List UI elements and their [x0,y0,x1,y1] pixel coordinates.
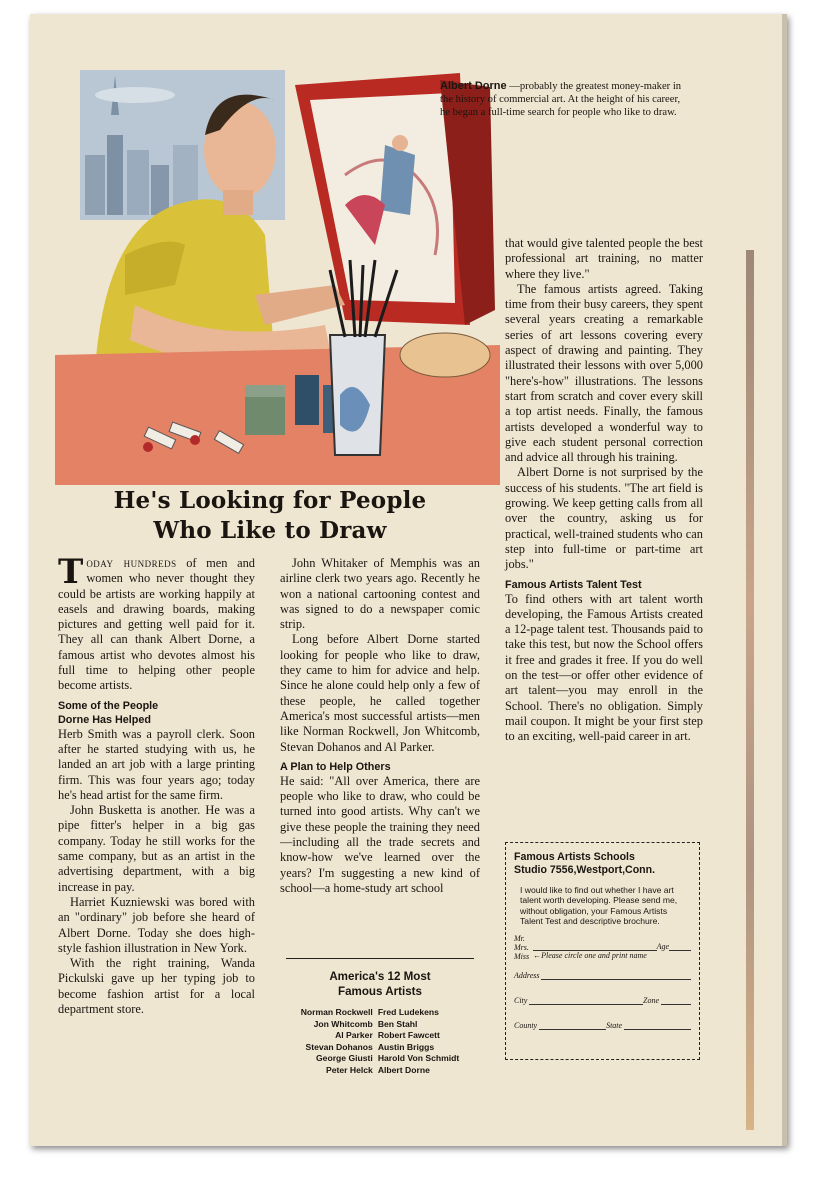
albert-dorne-illustration [45,55,500,485]
artist-name: Robert Fawcett [377,1030,440,1040]
paragraph-herb-smith: Herb Smith was a payroll clerk. Soon after he started studying with us, he landed an art job with a large printing firm. This was four years ago; today he's head artist for the same firm. [58,726,255,802]
artist-name: Harold Von Schmidt [377,1053,460,1063]
name-line-area[interactable] [533,934,691,961]
paragraph-wanda: With the right training, Wanda Pickulski gave up her typing job to become fashion artist for a local department store. [58,956,255,1017]
caption-name: Albert Dorne [440,80,507,92]
county-label: County [514,1021,538,1031]
illustration-caption [440,80,692,119]
zone-label: Zone [643,996,659,1006]
salutation-mr[interactable]: Mr. [514,934,525,944]
coupon-body: I would like to find out whether I have art talent worth developing. Please send me, without obligation, your Famous Artists Talent Test and descriptive brochure. [520,885,678,926]
address-field[interactable] [541,971,691,980]
address-row[interactable] [514,971,691,980]
artist-names [280,1007,480,1076]
address-label: Address [514,971,540,981]
mail-coupon[interactable] [505,842,700,1060]
county-field[interactable] [539,1021,606,1030]
caption-text: —probably the greatest money-maker in the history of commercial art. At the height of his career, he began a full-time search for people who like to draw. [440,81,682,118]
circle-note: ←Please circle one and print name [533,951,647,961]
paragraph-harriet: Harriet Kuzniewski was bored with an "ordinary" job before she heard of Albert Dorne. Today she does high-style fashion illustration in New York. [58,894,255,955]
coupon-header-2: Studio 7556,Westport,Conn. [514,864,656,876]
salutation-miss[interactable]: Miss [514,952,530,962]
artist-name: Austin Briggs [377,1041,435,1052]
artist-names-right [378,1007,460,1076]
paragraph-artists-agreed: The famous artists agreed. Taking time from their busy careers, they spent several years creating a remarkable series of art lessons covering every aspect of drawing and painting. They illustrated their lessons with over 5,000 "here's-how" illustrations. The lessons start from scratch and cover every skill a top artist needs. Finally, the famous artists developed a wonderful way to give each student personal correction and advice all through his training. [505,281,703,465]
zone-field[interactable] [661,996,691,1005]
intro-paragraph [58,552,255,694]
artist-name: Peter Helck [325,1064,373,1075]
article-column-3 [505,236,703,745]
paragraph-continued: that would give talented people the best professional art training, no matter where they live." [505,236,703,281]
city-label: City [514,996,528,1006]
famous-artists-box [280,958,480,1076]
artist-name: Jon Whitcomb [313,1018,373,1029]
paragraph-long-before: Long before Albert Dorne started looking for people who like to draw, they came to him for advice and help. Since he alone could help only a few of these people, he called together America's most successful artists—men like Norman Rockwell, Jon Whitcomb, Stevan Dohanos and Al Parker. [280,632,480,754]
artist-name: Norman Rockwell [300,1007,373,1017]
paragraph-talent-test: To find others with art talent worth developing, the Famous Artists created a 12-page talent test. Thousands paid to take this test, but now the School offers it free and grades it free. If you do well on the test—or offer other evidence of art talent—you may enroll in the School. There's no obligation. Simply mail coupon. It might be your first step to an exciting, well-paid career in art. [505,591,703,744]
artist-name: Albert Dorne [377,1064,430,1075]
artist-name: Stevan Dohanos [305,1041,373,1052]
city-row[interactable] [514,996,691,1005]
lead-in-small-caps: oday hundreds [86,556,177,570]
artist-name: Ben Stahl [377,1018,418,1029]
divider [286,958,474,959]
salutations [514,934,529,961]
page-edge-bleed [746,250,754,1130]
county-row[interactable] [514,1021,691,1030]
paragraph-john-whitaker: John Whitaker of Memphis was an airline clerk two years ago. Recently he won a national cartooning contest and was signed to do a newspaper comic strip. [280,556,480,632]
paragraph-not-surprised: Albert Dorne is not surprised by the success of his students. "The art field is growing. We keep getting calls from all over the country, asking us for practical, well-trained students who can step into full-time or part-time art jobs." [505,465,703,572]
state-field[interactable] [624,1021,691,1030]
subhead-line-2: Dorne Has Helped [58,713,151,726]
intro-text: of men and women who never thought they could be artists are working happily at easels and drawing boards, making pictures and getting well paid for it. They all can thank Albert Dorne, a famous artist who devotes almost his full time to helping other people become artists. [58,556,255,693]
article-column-2 [280,556,480,896]
artist-name: George Giusti [315,1053,373,1063]
paragraph-he-said: He said: "All over America, there are people who like to draw, who could be turned into good artists. Why can't we give these people the training they need—including all the trade secrets and know-how we've learned over the years? I'm suggesting a new kind of school—a home-study art school [280,773,480,895]
coupon-header-1: Famous Artists Schools [514,851,635,863]
paragraph-john-busketta: John Busketta is another. He was a pipe fitter's helper in a big gas company. Today he still works for the same company, but as an artist in the advertising department, with a big increase in pay. [58,803,255,894]
subhead-line-1: Some of the People [58,699,159,712]
headline [60,486,480,546]
headline-line-2: Who Like to Draw [153,517,387,544]
drop-cap: T [58,552,84,592]
subhead-plan: A Plan to Help Others [280,760,391,773]
age-field[interactable] [669,950,691,951]
city-field[interactable] [529,996,643,1005]
state-label: State [606,1021,623,1031]
headline-line-1: He's Looking for People [113,487,427,514]
artist-names-left [301,1007,378,1076]
famous-artists-title-2: Famous Artists [338,985,422,998]
article-column-1 [58,552,255,1017]
famous-artists-title-1: America's 12 Most [329,970,431,983]
subhead-talent-test: Famous Artists Talent Test [505,578,642,591]
salutation-mrs[interactable]: Mrs. [514,943,529,953]
subhead-people-helped [58,699,255,727]
name-field-row[interactable] [514,934,691,961]
artist-name: Fred Ludekens [377,1007,439,1017]
age-label: Age [656,942,669,952]
artist-name: Al Parker [335,1030,373,1040]
